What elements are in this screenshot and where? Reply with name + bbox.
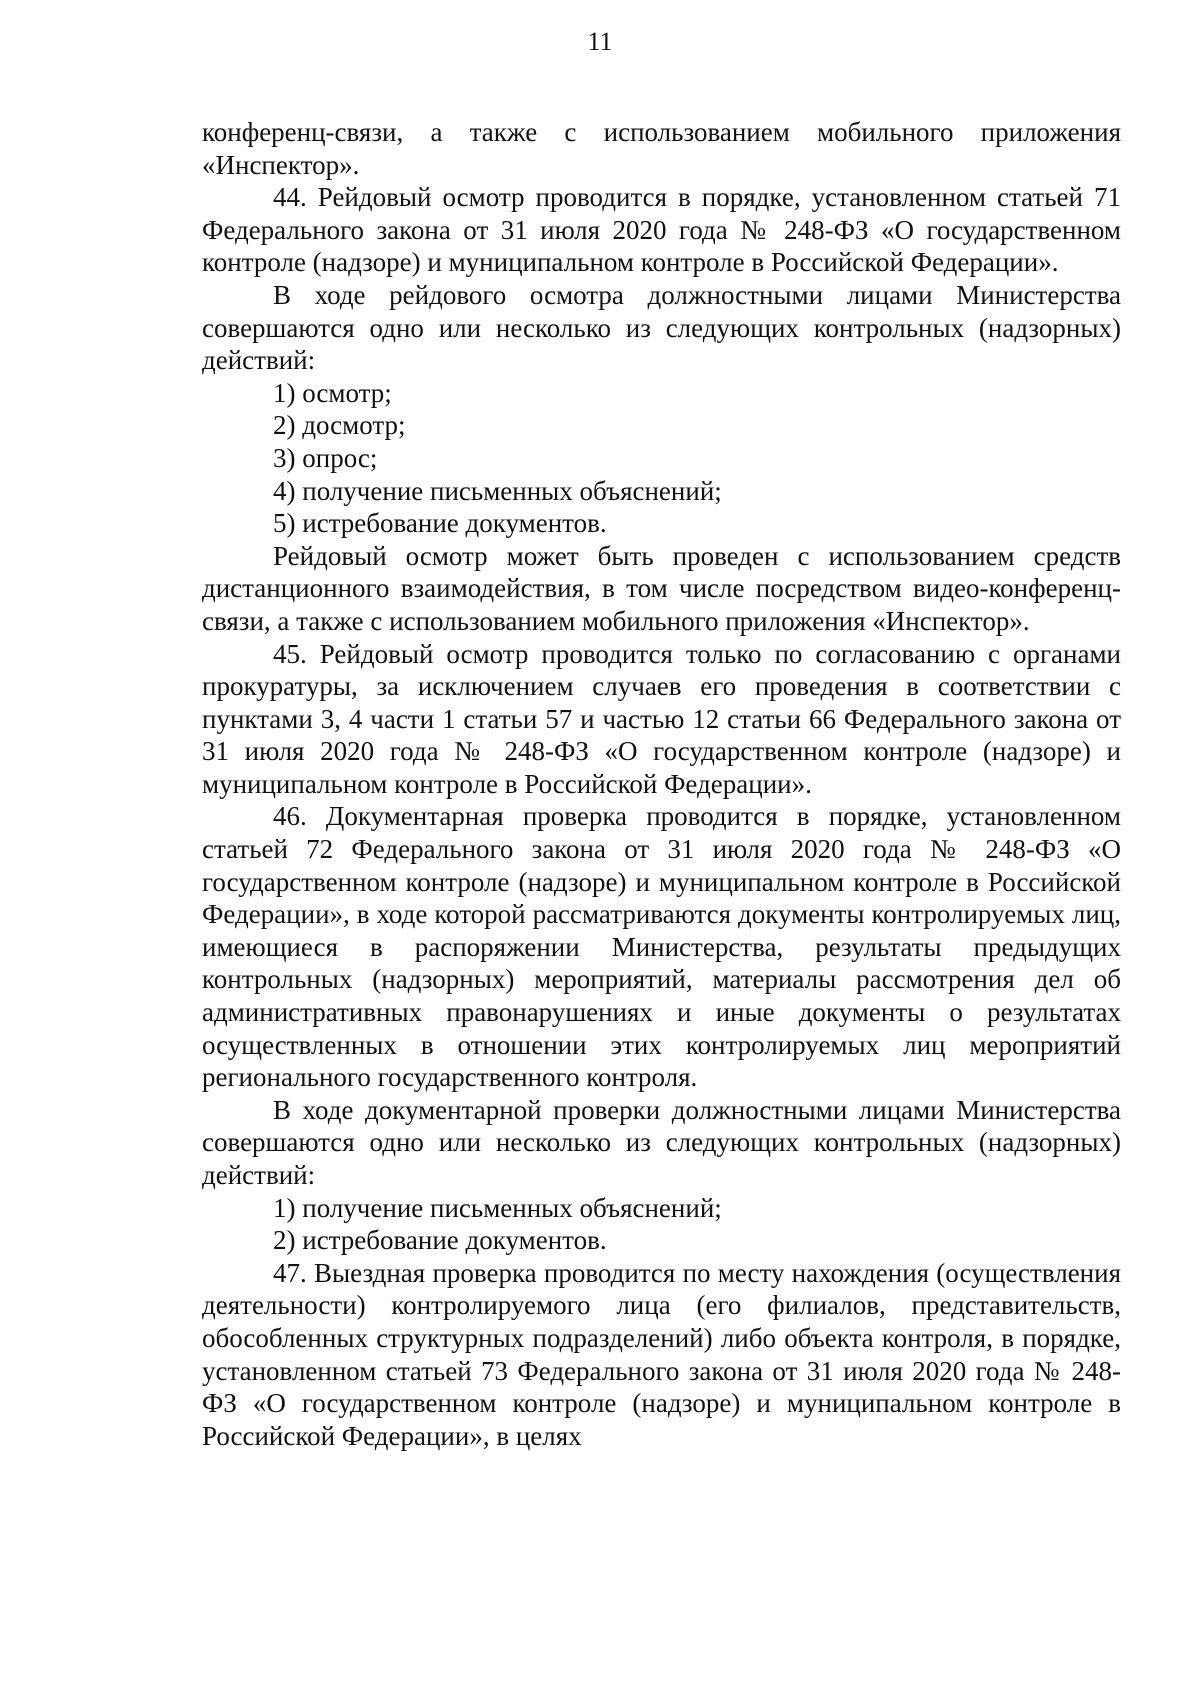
list-item: 4) получение письменных объяснений; xyxy=(273,475,722,506)
list-item: 5) истребование документов. xyxy=(273,508,607,539)
paragraph: В ходе рейдового осмотра должностными лицами Министерства совершаются одно или несколько из следующих контрольных (надзорных) действий: xyxy=(202,279,1121,376)
paragraph: 44. Рейдовый осмотр проводится в порядке, установленном статьей 71 Федерального закона от 31 июля 2020 года № 248-ФЗ «О государственном контроле (надзоре) и муниципальном контроле в Российской Федерации». xyxy=(202,182,1121,278)
paragraph: 47. Выездная проверка проводится по месту нахождения (осуществления деятельности) контролируемого лица (его филиалов, представительств, обособленных структурных подразделений) либо объекта контроля, в порядке, установленном статьей 73 Федерального закона от 31 июля 2020 года № 248-ФЗ «О государственном контроле (надзоре) и муниципальном контроле в Российской Федерации», в целях xyxy=(202,1257,1121,1451)
list-item: 3) опрос; xyxy=(273,442,378,473)
paragraph: 45. Рейдовый осмотр проводится только по согласованию с органами прокуратуры, за исключением случаев его проведения в соответствии с пунктами 3, 4 части 1 статьи 57 и частью 12 статьи 66 Федерального закона от 31 июля 2020 года № 248-ФЗ «О государственном контроле (надзоре) и муниципальном контроле в Российской Федерации». xyxy=(202,638,1121,799)
paragraph: конференц-связи, а также с использованием мобильного приложения «Инспектор». xyxy=(202,117,1121,180)
paragraph: В ходе документарной проверки должностными лицами Министерства совершаются одно или несколько из следующих контрольных (надзорных) действий: xyxy=(202,1094,1121,1190)
paragraph: Рейдовый осмотр может быть проведен с использованием средств дистанционного взаимодействия, в том числе посредством видео-конференц-связи, а также с использованием мобильного приложения «Инспектор». xyxy=(202,540,1121,636)
list-item: 1) осмотр; xyxy=(273,377,392,408)
paragraph: 46. Документарная проверка проводится в порядке, установленном статьей 72 Федерального закона от 31 июля 2020 года № 248-ФЗ «О государственном контроле (надзоре) и муниципальном контроле в Российской Федерации», в ходе которой рассматриваются документы контролируемых лиц, имеющиеся в распоряжении Министерства, результаты предыдущих контрольных (надзорных) мероприятий, материалы рассмотрения дел об административных правонарушениях и иные документы о результатах осуществленных в отношении этих контролируемых лиц мероприятий регионального государственного контроля. xyxy=(202,801,1121,1093)
list-item: 2) досмотр; xyxy=(273,410,406,441)
list-item: 2) истребование документов. xyxy=(273,1225,607,1256)
list-item: 1) получение письменных объяснений; xyxy=(273,1192,722,1223)
page-number: 11 xyxy=(587,27,613,56)
document-body xyxy=(202,116,1121,1452)
